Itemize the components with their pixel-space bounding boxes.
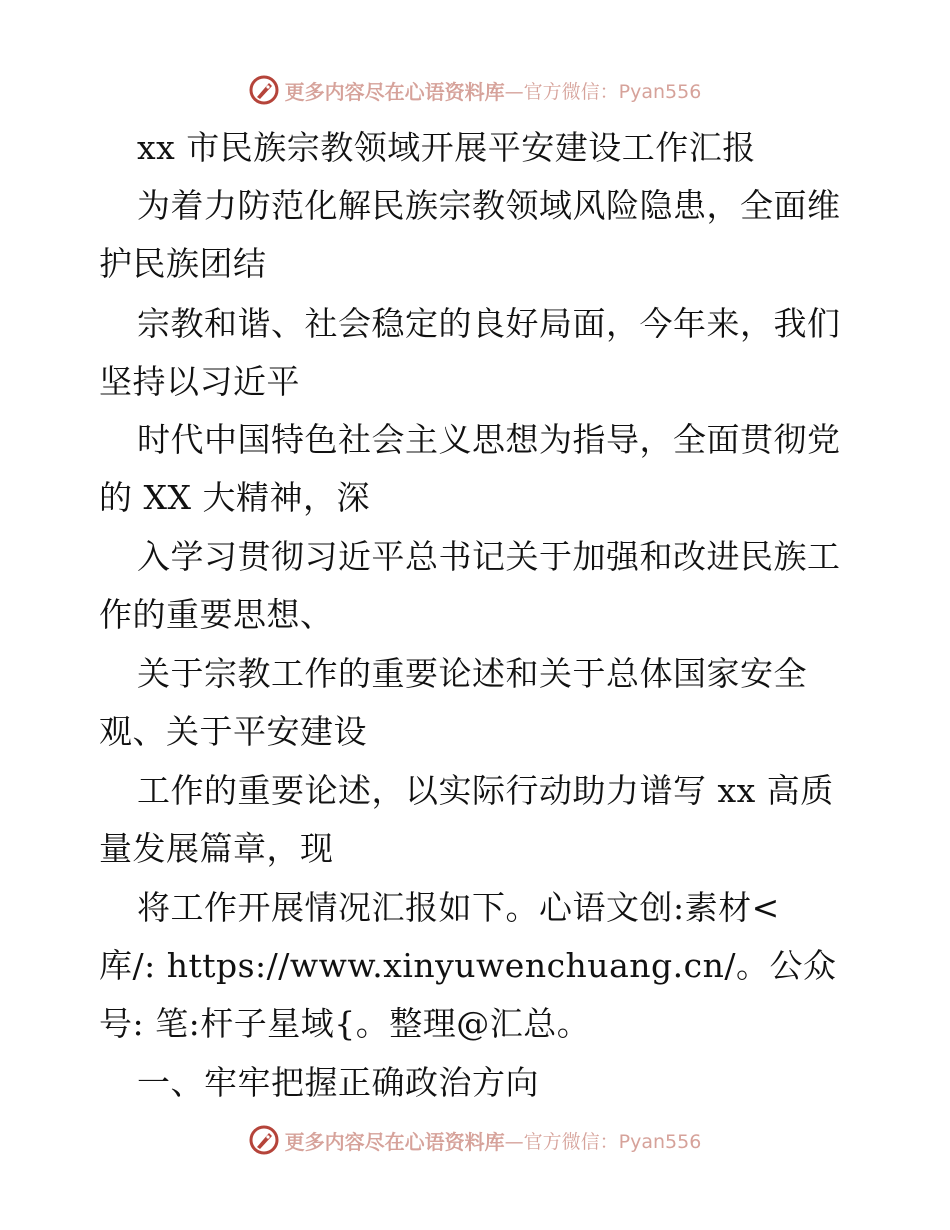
paragraph-line: 将工作开展情况汇报如下。心语文创:素材< [137, 888, 780, 927]
watermark-contact-text: —官方微信：Pyan556 [504, 1130, 702, 1153]
document-title: xx 市民族宗教领域开展平安建设工作汇报 [137, 128, 756, 167]
footer-watermark-banner [0, 1120, 950, 1160]
paragraph-line: 入学习贯彻习近平总书记关于加强和改进民族工 [137, 537, 841, 576]
paragraph-line: 为着力防范化解民族宗教领域风险隐患，全面维 [137, 186, 841, 225]
paragraph-line: 坚持以习近平 [99, 362, 300, 401]
paragraph-line: 观、关于平安建设 [99, 712, 367, 751]
paragraph-line: 时代中国特色社会主义思想为指导，全面贯彻党 [137, 420, 841, 459]
watermark-promo-text: 更多内容尽在心语资料库 [284, 79, 505, 104]
section-heading: 一、牢牢把握正确政治方向 [137, 1063, 539, 1102]
paragraph-line: 号: 笔:杆子星域{。整理@汇总。 [99, 1004, 591, 1043]
paragraph-line: 作的重要思想、 [99, 595, 334, 634]
pen-nib-circle-icon [249, 1125, 279, 1155]
paragraph-line: 量发展篇章，现 [99, 829, 334, 868]
paragraph-line: 宗教和谐、社会稳定的良好局面，今年来，我们 [137, 304, 841, 343]
header-watermark-banner [0, 70, 950, 110]
paragraph-line: 库/: https://www.xinyuwenchuang.cn/。公众 [99, 946, 837, 985]
watermark-contact-text: —官方微信：Pyan556 [504, 80, 702, 103]
paragraph-line: 工作的重要论述，以实际行动助力谱写 xx 高质 [137, 771, 834, 810]
paragraph-line: 关于宗教工作的重要论述和关于总体国家安全 [137, 654, 807, 693]
watermark-promo-text: 更多内容尽在心语资料库 [284, 1129, 505, 1154]
paragraph-line: 的 XX 大精神，深 [99, 478, 370, 517]
paragraph-line: 护民族团结 [99, 244, 267, 283]
pen-nib-circle-icon [249, 75, 279, 105]
